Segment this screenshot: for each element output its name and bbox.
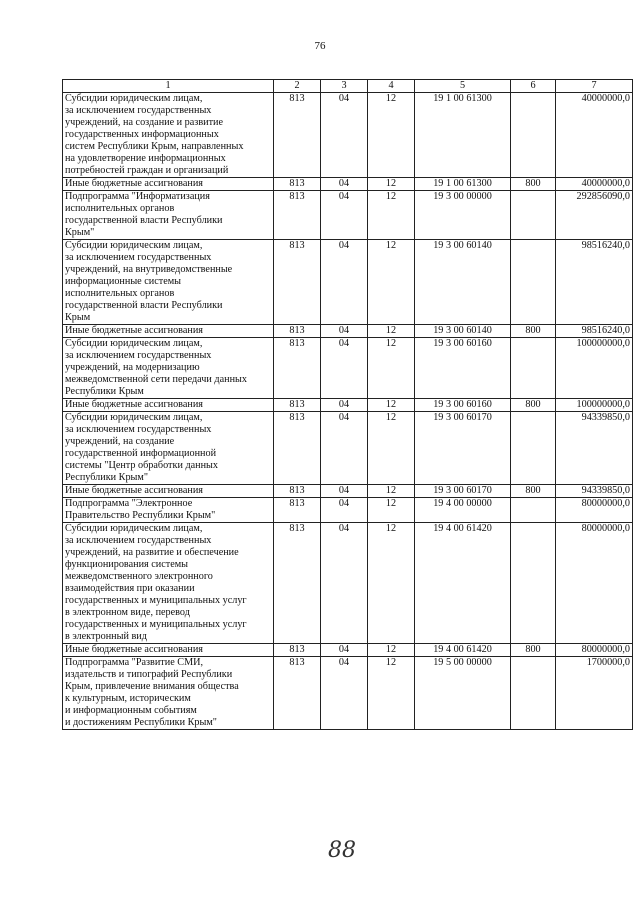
target-article-cell: 19 3 00 60160 (415, 399, 511, 412)
description-cell: Подпрограмма "Развитие СМИ, издательств и типографий Республики Крым, привлечение внимания общества к культурным, историческим и информационным событиям и достижениям Республики Крым" (63, 657, 274, 730)
description-cell: Иные бюджетные ассигнования (63, 399, 274, 412)
section-cell: 04 (321, 338, 368, 399)
target-article-cell: 19 4 00 00000 (415, 498, 511, 523)
code-cell: 813 (274, 191, 321, 240)
code-cell: 813 (274, 498, 321, 523)
expense-type-cell: 800 (511, 485, 556, 498)
subsection-cell: 12 (368, 485, 415, 498)
code-cell: 813 (274, 240, 321, 325)
section-cell: 04 (321, 644, 368, 657)
target-article-cell: 19 3 00 60140 (415, 325, 511, 338)
code-cell: 813 (274, 178, 321, 191)
amount-cell: 100000000,0 (556, 399, 633, 412)
amount-cell: 40000000,0 (556, 178, 633, 191)
table-row (63, 240, 633, 325)
section-cell: 04 (321, 399, 368, 412)
subsection-cell: 12 (368, 657, 415, 730)
header-row (63, 80, 633, 93)
section-cell: 04 (321, 412, 368, 485)
table-row (63, 657, 633, 730)
table-row (63, 412, 633, 485)
description-cell: Субсидии юридическим лицам, за исключением государственных учреждений, на создание государственной информационной системы "Центр обработки данных Республики Крым" (63, 412, 274, 485)
expense-type-cell: 800 (511, 178, 556, 191)
header-cell-3: 3 (321, 80, 368, 93)
expense-type-cell: 800 (511, 399, 556, 412)
expense-type-cell: 800 (511, 644, 556, 657)
amount-cell: 100000000,0 (556, 338, 633, 399)
subsection-cell: 12 (368, 498, 415, 523)
subsection-cell: 12 (368, 240, 415, 325)
table-row (63, 338, 633, 399)
target-article-cell: 19 4 00 61420 (415, 644, 511, 657)
amount-cell: 98516240,0 (556, 325, 633, 338)
table-row (63, 498, 633, 523)
section-cell: 04 (321, 191, 368, 240)
header-cell-2: 2 (274, 80, 321, 93)
amount-cell: 98516240,0 (556, 240, 633, 325)
section-cell: 04 (321, 485, 368, 498)
header-cell-7: 7 (556, 80, 633, 93)
header-cell-5: 5 (415, 80, 511, 93)
subsection-cell: 12 (368, 338, 415, 399)
table-row (63, 399, 633, 412)
code-cell: 813 (274, 644, 321, 657)
table-row (63, 485, 633, 498)
section-cell: 04 (321, 240, 368, 325)
target-article-cell: 19 3 00 60140 (415, 240, 511, 325)
table-row (63, 523, 633, 644)
target-article-cell: 19 3 00 60170 (415, 485, 511, 498)
code-cell: 813 (274, 485, 321, 498)
amount-cell: 94339850,0 (556, 485, 633, 498)
amount-cell: 80000000,0 (556, 498, 633, 523)
target-article-cell: 19 3 00 00000 (415, 191, 511, 240)
section-cell: 04 (321, 523, 368, 644)
amount-cell: 1700000,0 (556, 657, 633, 730)
subsection-cell: 12 (368, 399, 415, 412)
code-cell: 813 (274, 412, 321, 485)
expense-type-cell (511, 523, 556, 644)
table-row (63, 644, 633, 657)
target-article-cell: 19 3 00 60170 (415, 412, 511, 485)
target-article-cell: 19 1 00 61300 (415, 178, 511, 191)
header-cell-4: 4 (368, 80, 415, 93)
subsection-cell: 12 (368, 523, 415, 644)
description-cell: Иные бюджетные ассигнования (63, 178, 274, 191)
description-cell: Иные бюджетные ассигнования (63, 644, 274, 657)
section-cell: 04 (321, 325, 368, 338)
expense-type-cell (511, 498, 556, 523)
description-cell: Иные бюджетные ассигнования (63, 485, 274, 498)
budget-table (62, 79, 633, 730)
amount-cell: 80000000,0 (556, 523, 633, 644)
subsection-cell: 12 (368, 191, 415, 240)
code-cell: 813 (274, 399, 321, 412)
expense-type-cell (511, 412, 556, 485)
expense-type-cell (511, 93, 556, 178)
code-cell: 813 (274, 523, 321, 644)
description-cell: Подпрограмма "Информатизация исполнительных органов государственной власти Республики Крым" (63, 191, 274, 240)
handwritten-page-number: 88 (328, 838, 356, 863)
expense-type-cell (511, 338, 556, 399)
header-cell-1: 1 (63, 80, 274, 93)
section-cell: 04 (321, 178, 368, 191)
table-row (63, 93, 633, 178)
description-cell: Иные бюджетные ассигнования (63, 325, 274, 338)
target-article-cell: 19 1 00 61300 (415, 93, 511, 178)
target-article-cell: 19 5 00 00000 (415, 657, 511, 730)
code-cell: 813 (274, 325, 321, 338)
expense-type-cell (511, 240, 556, 325)
target-article-cell: 19 4 00 61420 (415, 523, 511, 644)
amount-cell: 94339850,0 (556, 412, 633, 485)
table-row (63, 325, 633, 338)
subsection-cell: 12 (368, 412, 415, 485)
expense-type-cell (511, 191, 556, 240)
amount-cell: 40000000,0 (556, 93, 633, 178)
page-number: 76 (314, 40, 326, 52)
expense-type-cell: 800 (511, 325, 556, 338)
section-cell: 04 (321, 93, 368, 178)
code-cell: 813 (274, 338, 321, 399)
subsection-cell: 12 (368, 178, 415, 191)
description-cell: Субсидии юридическим лицам, за исключением государственных учреждений, на модернизацию межведомственной сети передачи данных Республики Крым (63, 338, 274, 399)
table-row (63, 178, 633, 191)
code-cell: 813 (274, 657, 321, 730)
expense-type-cell (511, 657, 556, 730)
subsection-cell: 12 (368, 325, 415, 338)
header-cell-6: 6 (511, 80, 556, 93)
code-cell: 813 (274, 93, 321, 178)
table-row (63, 191, 633, 240)
amount-cell: 80000000,0 (556, 644, 633, 657)
subsection-cell: 12 (368, 644, 415, 657)
description-cell: Субсидии юридическим лицам, за исключением государственных учреждений, на развитие и обеспечение функционирования системы межведомственного электронного взаимодействия при оказании государственных и муниципальных услуг в электронном виде, перевод государственных и муниципальных услуг в электронный вид (63, 523, 274, 644)
description-cell: Субсидии юридическим лицам, за исключением государственных учреждений, на создание и развитие государственных информационных систем Республики Крым, направленных на удовлетворение информационных потребностей граждан и организаций (63, 93, 274, 178)
amount-cell: 292856090,0 (556, 191, 633, 240)
section-cell: 04 (321, 498, 368, 523)
subsection-cell: 12 (368, 93, 415, 178)
description-cell: Субсидии юридическим лицам, за исключением государственных учреждений, на внутриведомственные информационные системы исполнительных органов государственной власти Республики Крым (63, 240, 274, 325)
section-cell: 04 (321, 657, 368, 730)
description-cell: Подпрограмма "Электронное Правительство Республики Крым" (63, 498, 274, 523)
target-article-cell: 19 3 00 60160 (415, 338, 511, 399)
